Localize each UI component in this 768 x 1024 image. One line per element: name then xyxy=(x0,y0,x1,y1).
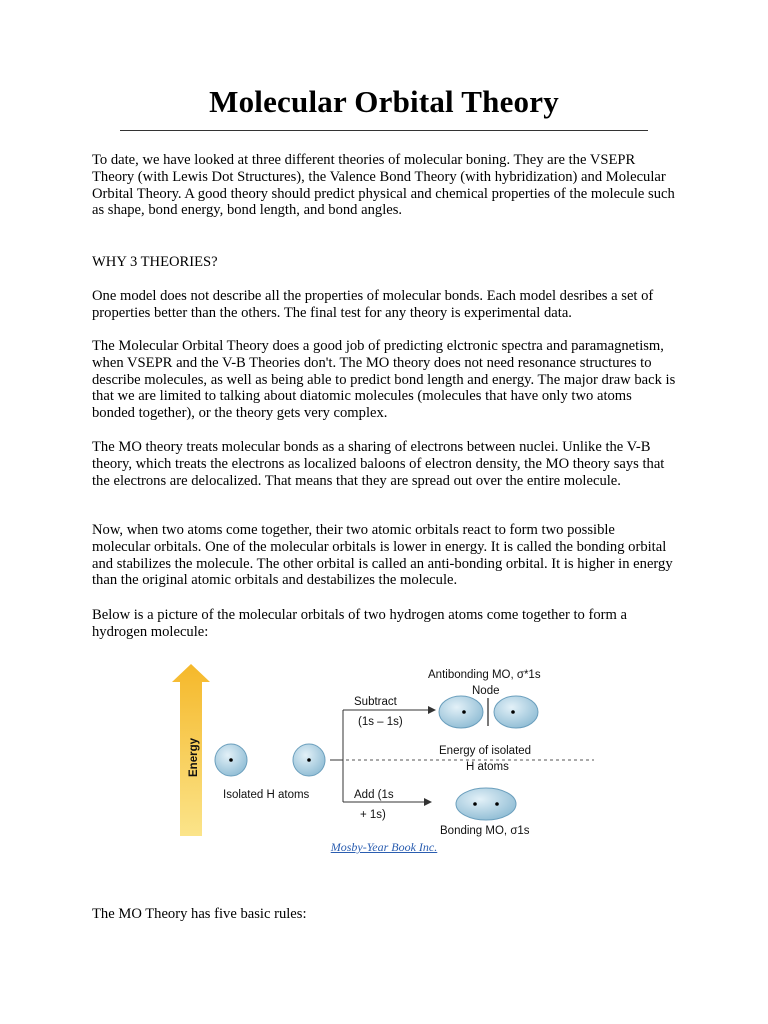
subtract-label: Subtract xyxy=(354,696,397,708)
bonding-label: Bonding MO, σ1s xyxy=(440,825,530,837)
subtract-formula: (1s – 1s) xyxy=(358,716,403,728)
antibonding-label: Antibonding MO, σ*1s xyxy=(428,669,541,681)
page-title: Molecular Orbital Theory xyxy=(209,84,559,119)
figure-credit-link[interactable]: Mosby-Year Book Inc. xyxy=(330,840,438,854)
paragraph-models: One model does not describe all the properties of molecular bonds. Each model desribes a set of properties better than the others. The final test for any theory is experimental data. xyxy=(92,288,654,321)
paragraph-delocalized: The MO theory treats molecular bonds as a sharing of electrons between nuclei. Unlike the V-B theory, which treats the electrons as localized baloons of electron density, the MO theory says that the electrons are delocalized. That means that they are spread out over the entire molecule. xyxy=(92,439,665,489)
energy-axis-label: Energy xyxy=(188,738,200,777)
node-label: Node xyxy=(472,685,500,697)
isolated-atoms-label: Isolated H atoms xyxy=(223,789,310,801)
bonding-orbital xyxy=(456,788,516,820)
mo-diagram xyxy=(170,662,610,842)
add-formula: + 1s) xyxy=(360,809,386,821)
paragraph-bonding: Now, when two atoms come together, their two atomic orbitals react to form two possible molecular orbitals. One of the molecular orbitals is lower in energy. It is called the bonding orbital and stabilizes the molecule. The other orbital is called an anti-bonding orbital. It is higher in energy than the original atomic orbitals and destabilizes the molecule. xyxy=(92,522,673,589)
isolated-energy-label: Energy of isolated xyxy=(439,745,532,757)
paragraph-five-rules: The MO Theory has five basic rules: xyxy=(92,906,307,922)
paragraph-figure-intro: Below is a picture of the molecular orbitals of two hydrogen atoms come together to form a hydrogen molecule: xyxy=(92,607,627,640)
antibonding-lobe-left xyxy=(439,696,483,728)
isolated-energy-label-2: H atoms xyxy=(466,761,509,773)
section-heading-why: WHY 3 THEORIES? xyxy=(92,254,218,270)
title-divider xyxy=(120,130,648,131)
nucleus-left xyxy=(229,758,233,762)
nucleus-right xyxy=(307,758,311,762)
paragraph-intro: To date, we have looked at three different theories of molecular boning. They are the VSEPR Theory (with Lewis Dot Structures), the Valence Bond Theory (with hybridization) and Molecular Orbital Theory. A good theory should predict physical and chemical properties of the molecule such as shape, bond energy, bond length, and bond angles. xyxy=(92,152,675,219)
add-label: Add (1s xyxy=(354,789,394,801)
paragraph-mo-strengths: The Molecular Orbital Theory does a good job of predicting elctronic spectra and paramagnetism, when VSEPR and the V-B Theories don't. The MO theory does not need resonance structures to describe molecules, as well as being able to predict bond length and energy. The major draw back is that we are limited to talking about diatomic molecules (molecules that have only two atoms bonded together), or the theory gets very complex. xyxy=(92,338,676,422)
antibonding-lobe-right xyxy=(494,696,538,728)
